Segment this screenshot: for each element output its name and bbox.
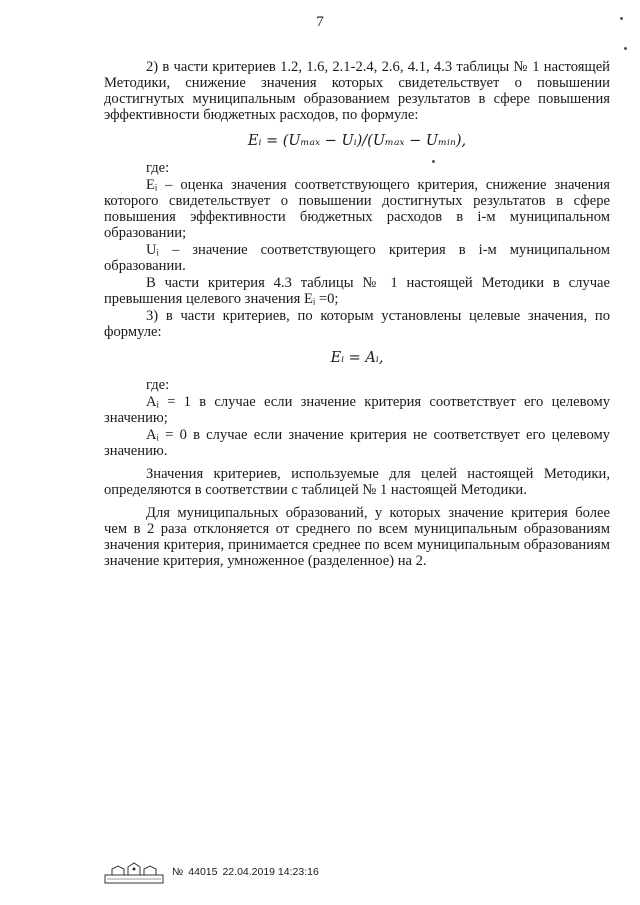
- document-footer: [104, 860, 319, 884]
- formula-ei-normalized: Eᵢ = (Uₘₐₓ − Uᵢ)/(Uₘₐₓ − Uₘᵢₙ),: [247, 133, 467, 149]
- registry-logo-icon: [104, 860, 164, 884]
- paragraph-criteria-values: Значения критериев, используемые для целей настоящей Методики, определяются в соответствии с таблицей № 1 настоящей Методики.: [104, 466, 610, 498]
- scan-artifact: [620, 17, 623, 20]
- document-body: [104, 59, 610, 570]
- scan-artifact: [432, 160, 435, 163]
- formula-ei-ai: Eᵢ = Aᵢ,: [330, 350, 384, 366]
- paragraph-criteria-3: 3) в части критериев, по которым установлены целевые значения, по формуле:: [104, 308, 610, 340]
- document-id: [172, 866, 319, 878]
- definition-ai-1: Aᵢ = 1 в случае если значение критерия соответствует его целевому значению;: [104, 394, 610, 426]
- where-label: где:: [146, 377, 170, 393]
- document-datetime: 22.04.2019 14:23:16: [222, 866, 319, 878]
- paragraph-criteria-1: 2) в части критериев 1.2, 1.6, 2.1-2.4, 2.6, 4.1, 4.3 таблицы № 1 настоящей Методики, снижение значения которых свидетельствует о повышении достигнутых муниципальным образованием результатов в сфере повышения эффективности бюджетных расходов, по формуле:: [104, 59, 610, 123]
- definition-ai-0: Aᵢ = 0 в случае если значение критерия не соответствует его целевому значению.: [104, 427, 610, 459]
- scan-artifact: [624, 47, 627, 50]
- page-number: 7: [316, 14, 324, 30]
- definition-ui: Uᵢ – значение соответствующего критерия в i-м муниципальном образовании.: [104, 242, 610, 274]
- paragraph-averaging-rule: Для муниципальных образований, у которых значение критерия более чем в 2 раза отклоняется от среднего по всем муниципальным образованиям значения критерия, принимается среднее по всем муниципальным образованиям значение критерия, умноженное (разделенное) на 2.: [104, 505, 610, 569]
- number-sign: №: [172, 866, 184, 878]
- paragraph-criterion-4-3: В части критерия 4.3 таблицы № 1 настоящей Методики в случае превышения целевого значения Eᵢ =0;: [104, 275, 610, 307]
- definition-ei: Eᵢ – оценка значения соответствующего критерия, снижение значения которого свидетельствует о повышении достигнутых результатов в сфере повышения эффективности бюджетных расходов в i-м муниципальном образовании;: [104, 177, 610, 241]
- where-label: где:: [146, 160, 170, 176]
- document-number: 44015: [188, 866, 218, 878]
